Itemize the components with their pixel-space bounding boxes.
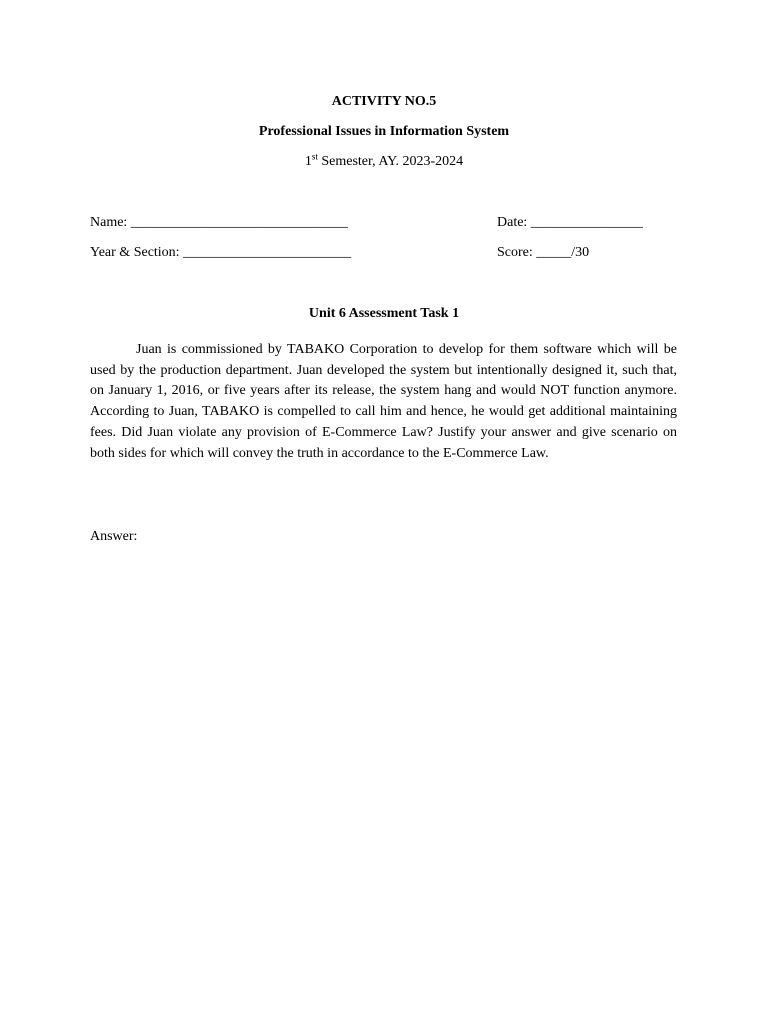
name-field: Name: _______________________________ <box>90 215 348 230</box>
answer-label: Answer: <box>90 529 138 544</box>
semester-ordinal: st <box>311 151 318 162</box>
semester-line <box>0 151 768 170</box>
task-paragraph: Juan is commissioned by TABAKO Corporation to develop for them software which will be used by the production department. Juan developed the system but intentionally designed it, such that, on January 1, 2016, or five years after its release, the system hang and would NOT function anymore. According to Juan, TABAKO is compelled to call him and hence, he would get additional maintaining fees. Did Juan violate any provision of E-Commerce Law? Justify your answer and give scenario on both sides for which will convey the truth in accordance to the E-Commerce Law. <box>90 342 677 461</box>
task-heading: Unit 6 Assessment Task 1 <box>308 306 460 321</box>
activity-title: ACTIVITY NO.5 <box>331 94 437 109</box>
score-field: Score: _____/30 <box>497 245 590 260</box>
semester-number: 1 <box>304 154 312 169</box>
date-field: Date: ________________ <box>497 215 643 230</box>
course-subtitle: Professional Issues in Information System <box>258 124 510 139</box>
semester-text: Semester, AY. 2023-2024 <box>317 154 464 169</box>
year-section-field: Year & Section: ________________________ <box>90 245 352 260</box>
